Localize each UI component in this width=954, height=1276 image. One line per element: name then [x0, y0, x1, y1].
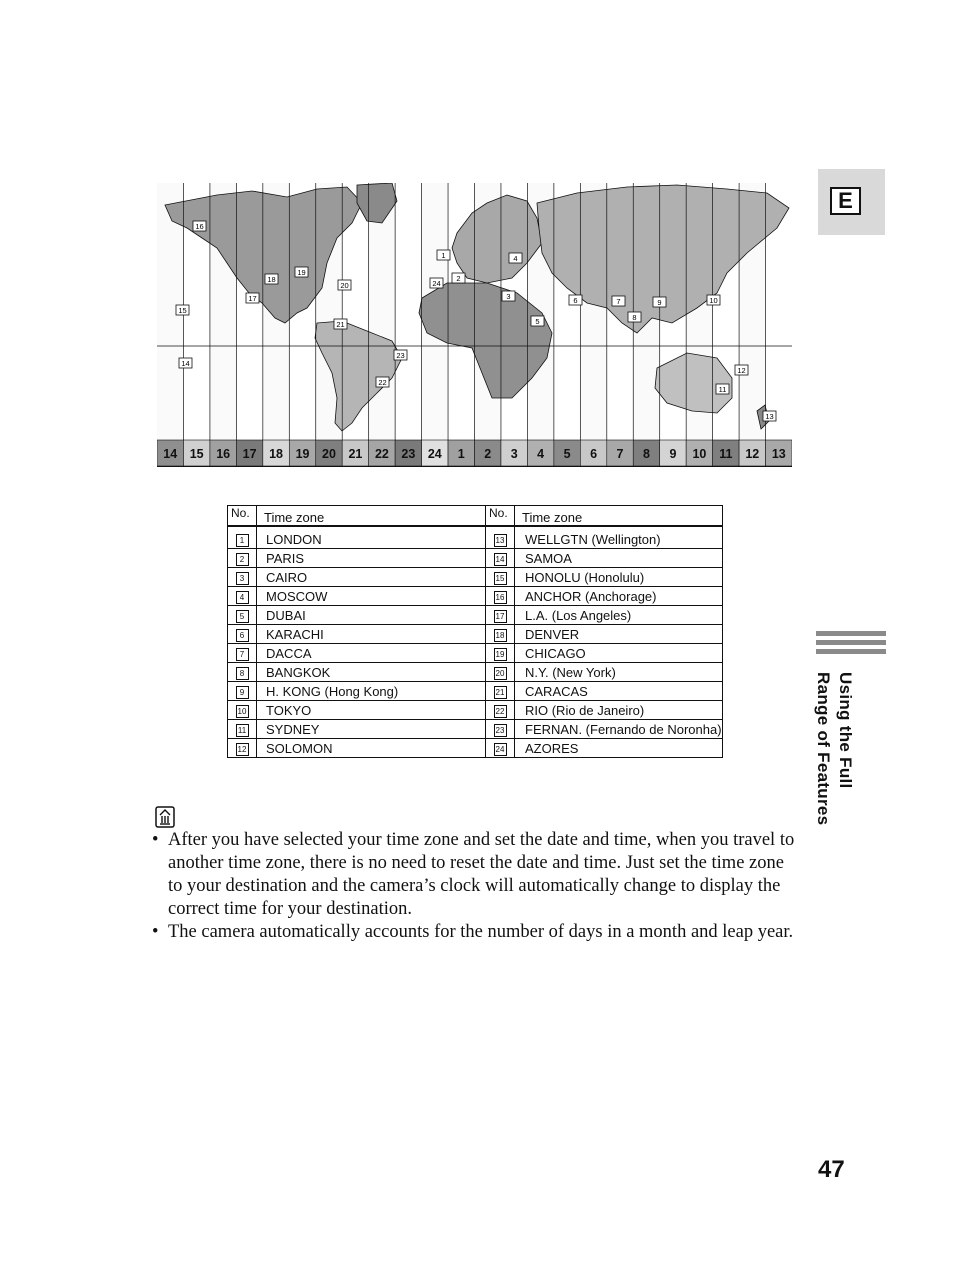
zone-name-cell: SOLOMON [257, 739, 486, 758]
table-row [228, 568, 723, 587]
city-marker [394, 350, 407, 360]
zone-name-cell: CAIRO [257, 568, 486, 587]
note-icon [155, 806, 175, 828]
zone-strip-label: 17 [242, 447, 257, 461]
zone-name-cell: KARACHI [257, 625, 486, 644]
city-marker-label: 16 [195, 222, 204, 231]
zone-name-cell: ANCHOR (Anchorage) [515, 587, 723, 606]
zone-strip-label: 2 [484, 447, 492, 461]
bullet: • [152, 922, 159, 942]
table-row [228, 526, 723, 549]
city-marker-label: 7 [616, 297, 621, 306]
city-marker [531, 316, 544, 326]
side-title-line-1: Using the Full [836, 672, 855, 789]
zone-number: 22 [494, 705, 507, 718]
section-letter: E [830, 187, 861, 215]
time-zone-strip [157, 440, 792, 466]
zone-number-cell [228, 625, 257, 644]
zone-number: 6 [236, 629, 249, 642]
city-marker [334, 319, 347, 329]
zone-number: 21 [494, 686, 507, 699]
side-decoration-lines [816, 631, 886, 658]
table-row [228, 682, 723, 701]
city-marker-label: 22 [378, 378, 387, 387]
zone-name-cell: FERNAN. (Fernando de Noronha) [515, 720, 723, 739]
zone-band [395, 183, 421, 440]
zone-number: 3 [236, 572, 249, 585]
zone-strip-label: 6 [590, 447, 598, 461]
zone-number: 11 [236, 724, 249, 737]
city-marker [179, 358, 192, 368]
city-marker-label: 3 [506, 292, 511, 301]
zone-number: 8 [236, 667, 249, 680]
zone-name-cell: LONDON [257, 526, 486, 549]
table-row [228, 625, 723, 644]
city-marker-label: 2 [456, 274, 461, 283]
zone-number-cell [486, 549, 515, 568]
zone-number-cell [228, 663, 257, 682]
zone-number: 9 [236, 686, 249, 699]
city-marker [735, 365, 748, 375]
city-marker [295, 267, 308, 277]
zone-name-cell: BANGKOK [257, 663, 486, 682]
city-marker [628, 312, 641, 322]
city-marker-label: 23 [396, 351, 405, 360]
zone-number-cell [228, 644, 257, 663]
zone-name-cell: MOSCOW [257, 587, 486, 606]
zone-strip-label: 24 [427, 447, 442, 461]
zone-strip-label: 23 [401, 447, 416, 461]
city-marker-label: 17 [248, 294, 257, 303]
zone-name-cell: DENVER [515, 625, 723, 644]
zone-name-cell: HONOLU (Honolulu) [515, 568, 723, 587]
city-marker [430, 278, 443, 288]
zone-number: 13 [494, 534, 507, 547]
city-marker-label: 12 [737, 366, 746, 375]
zone-name-cell: N.Y. (New York) [515, 663, 723, 682]
city-marker-label: 24 [432, 279, 441, 288]
zone-number: 5 [236, 610, 249, 623]
city-marker-label: 1 [441, 251, 446, 260]
zone-strip-label: 16 [216, 447, 231, 461]
zone-number-cell [486, 568, 515, 587]
zone-name-cell: SYDNEY [257, 720, 486, 739]
zone-strip-label: 8 [643, 447, 650, 461]
city-marker-label: 11 [718, 385, 727, 394]
zone-number-cell [486, 682, 515, 701]
table-header-row [228, 506, 723, 527]
zone-number-cell [228, 701, 257, 720]
zone-strip-label: 13 [771, 447, 786, 461]
city-marker [193, 221, 206, 231]
city-marker-label: 4 [513, 254, 518, 263]
zone-number: 19 [494, 648, 507, 661]
city-marker-label: 18 [267, 275, 276, 284]
zone-strip-label: 14 [163, 447, 178, 461]
zone-name-cell: PARIS [257, 549, 486, 568]
city-marker-label: 5 [535, 317, 540, 326]
zone-strip-label: 20 [322, 447, 336, 461]
zone-number-cell [486, 720, 515, 739]
table-row [228, 701, 723, 720]
city-marker [509, 253, 522, 263]
bullet: • [152, 830, 159, 850]
zone-name-cell: L.A. (Los Angeles) [515, 606, 723, 625]
zone-number-cell [228, 587, 257, 606]
city-marker-label: 13 [765, 412, 774, 421]
city-marker [376, 377, 389, 387]
table-row [228, 644, 723, 663]
table-row [228, 739, 723, 758]
zone-name-cell: H. KONG (Hong Kong) [257, 682, 486, 701]
zone-number-cell [228, 549, 257, 568]
zone-name-cell: DACCA [257, 644, 486, 663]
city-marker-label: 9 [657, 298, 662, 307]
city-marker [452, 273, 465, 283]
zone-name-cell: DUBAI [257, 606, 486, 625]
city-marker [716, 384, 729, 394]
zone-number: 4 [236, 591, 249, 604]
zone-strip-label: 11 [719, 447, 733, 461]
zone-number-cell [486, 739, 515, 758]
note-item [152, 921, 802, 944]
zone-number: 18 [494, 629, 507, 642]
column-header-time-zone: Time zone [257, 506, 486, 527]
zone-number: 23 [494, 724, 507, 737]
city-marker [265, 274, 278, 284]
note-text: The camera automatically accounts for the number of days in a month and leap year. [168, 922, 794, 942]
city-marker [437, 250, 450, 260]
zone-strip-label: 1 [457, 447, 465, 461]
zone-strip-label: 18 [269, 447, 284, 461]
zone-strip-label: 9 [669, 447, 677, 461]
zone-strip-label: 12 [745, 447, 760, 461]
column-header-time-zone-2: Time zone [515, 506, 723, 527]
zone-name-cell: RIO (Rio de Janeiro) [515, 701, 723, 720]
zone-strip-label: 21 [348, 447, 363, 461]
zone-name-cell: TOKYO [257, 701, 486, 720]
city-marker-label: 15 [178, 306, 187, 315]
note-item [152, 829, 802, 921]
city-marker-label: 10 [709, 296, 718, 305]
zone-name-cell: AZORES [515, 739, 723, 758]
table-row [228, 587, 723, 606]
city-marker [612, 296, 625, 306]
zone-number: 17 [494, 610, 507, 623]
zone-number: 24 [494, 743, 507, 756]
city-marker [707, 295, 720, 305]
side-title-line-2: Range of Features [814, 672, 833, 826]
zone-number: 14 [494, 553, 507, 566]
city-marker [653, 297, 666, 307]
city-marker [763, 411, 776, 421]
zone-strip-label: 10 [692, 447, 707, 461]
city-marker-label: 21 [336, 320, 345, 329]
notes-list [152, 829, 802, 944]
zone-number-cell [486, 606, 515, 625]
city-marker [502, 291, 515, 301]
table-row [228, 549, 723, 568]
zone-number-cell [486, 625, 515, 644]
zone-name-cell: CHICAGO [515, 644, 723, 663]
zone-number: 15 [494, 572, 507, 585]
side-section-title [812, 672, 856, 825]
zone-number-cell [228, 682, 257, 701]
zone-number-cell [486, 644, 515, 663]
zone-number: 2 [236, 553, 249, 566]
city-marker-label: 20 [340, 281, 349, 290]
zone-strip-label: 4 [537, 447, 545, 461]
zone-number: 10 [236, 705, 249, 718]
column-header-no: No. [228, 506, 257, 527]
zone-number: 20 [494, 667, 507, 680]
zone-number-cell [486, 701, 515, 720]
zone-name-cell: SAMOA [515, 549, 723, 568]
zone-name-cell: WELLGTN (Wellington) [515, 526, 723, 549]
zone-strip-label: 7 [616, 447, 624, 461]
table-row [228, 720, 723, 739]
section-tab [818, 169, 885, 235]
zone-number: 7 [236, 648, 249, 661]
zone-number: 16 [494, 591, 507, 604]
city-marker [246, 293, 259, 303]
zone-number-cell [486, 587, 515, 606]
city-marker-label: 6 [573, 296, 578, 305]
time-zone-table [227, 505, 723, 758]
zone-number-cell [486, 526, 515, 549]
city-marker [569, 295, 582, 305]
table-row [228, 606, 723, 625]
page-number: 47 [818, 1156, 845, 1183]
zone-number-cell [228, 720, 257, 739]
city-marker [176, 305, 189, 315]
world-time-zone-map [157, 183, 792, 467]
zone-name-cell: CARACAS [515, 682, 723, 701]
time-zone-table-body [228, 526, 723, 758]
city-marker-label: 19 [297, 268, 306, 277]
table-row [228, 663, 723, 682]
city-marker-label: 8 [632, 313, 637, 322]
zone-strip-label: 5 [563, 447, 571, 461]
zone-number-cell [228, 568, 257, 587]
city-marker-label: 14 [181, 359, 190, 368]
zone-strip-label: 19 [295, 447, 310, 461]
note-text: After you have selected your time zone and set the date and time, when you travel to another time zone, there is no need to reset the date and time. Just set the time zone to your destination and the camera’s clock will automatically change to display the correct time for your destination. [168, 830, 795, 919]
zone-number-cell [228, 526, 257, 549]
zone-strip-label: 22 [374, 447, 389, 461]
zone-number-cell [228, 606, 257, 625]
zone-strip-label: 3 [510, 447, 518, 461]
zone-number: 1 [236, 534, 249, 547]
zone-number-cell [486, 663, 515, 682]
zone-number-cell [228, 739, 257, 758]
zone-strip-label: 15 [189, 447, 204, 461]
city-marker [338, 280, 351, 290]
zone-number: 12 [236, 743, 249, 756]
column-header-no-2: No. [486, 506, 515, 527]
